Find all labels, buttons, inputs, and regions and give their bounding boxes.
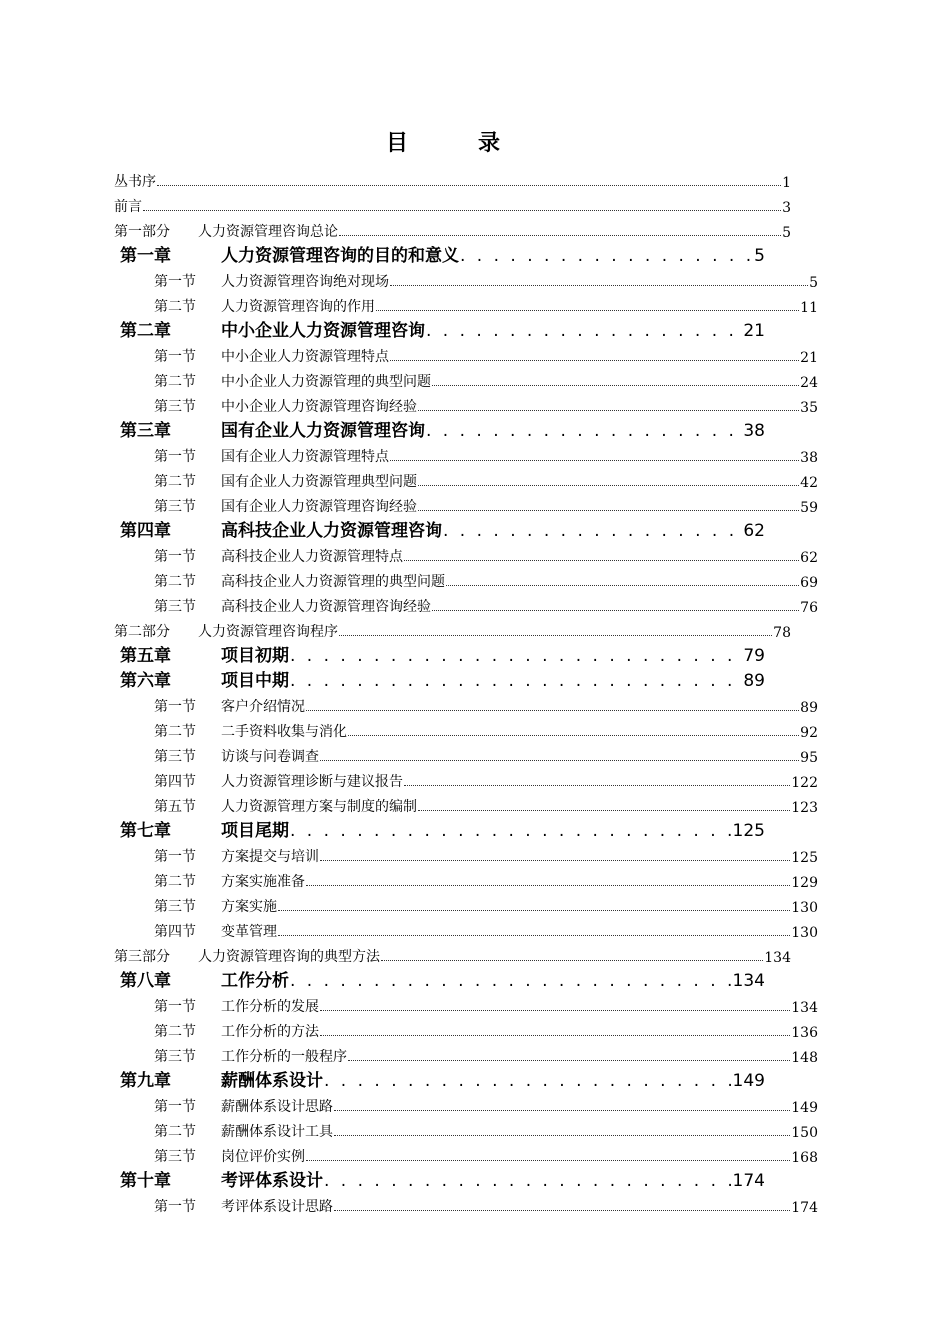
toc-entry-section[interactable] xyxy=(0,341,818,366)
dot-leader xyxy=(348,1060,790,1061)
dot-leader xyxy=(143,210,781,211)
toc-entry-section[interactable] xyxy=(0,791,818,816)
dot-leader xyxy=(339,235,781,236)
toc-entry-page: 62 xyxy=(800,550,818,566)
toc-entry-section[interactable] xyxy=(0,1016,818,1041)
toc-entry-title: 考评体系设计思路 xyxy=(221,1199,333,1215)
toc-entry-section[interactable] xyxy=(0,1091,818,1116)
toc-entry-chapter[interactable] xyxy=(0,316,765,341)
toc-entry-number: 第二节 xyxy=(154,1024,196,1040)
toc-entry-chapter[interactable] xyxy=(0,1166,765,1191)
toc-entry-number: 第三节 xyxy=(154,599,196,615)
toc-entry-page: 95 xyxy=(800,750,818,766)
dot-leader xyxy=(390,285,808,286)
dot-leader xyxy=(278,935,790,936)
toc-entry-title: 方案提交与培训 xyxy=(221,849,319,865)
toc-entry-number: 第二部分 xyxy=(114,624,170,640)
toc-entry-title: 国有企业人力资源管理典型问题 xyxy=(221,474,417,490)
toc-entry-number: 第三节 xyxy=(154,499,196,515)
toc-entry-number: 第八章 xyxy=(120,971,171,991)
toc-entry-number: 第二节 xyxy=(154,474,196,490)
toc-entry-top[interactable] xyxy=(0,616,791,641)
toc-entry-number: 第三部分 xyxy=(114,949,170,965)
toc-entry-section[interactable] xyxy=(0,1141,818,1166)
dot-leader xyxy=(381,960,763,961)
toc-entry-page: 92 xyxy=(800,725,818,741)
toc-entry-title: 中小企业人力资源管理咨询 xyxy=(221,321,425,341)
toc-entry-title: 薪酬体系设计 xyxy=(221,1071,323,1091)
toc-entry-page: 149 xyxy=(732,1071,765,1091)
toc-entry-page: 174 xyxy=(791,1200,818,1216)
dot-leader xyxy=(320,1035,790,1036)
toc-entry-number: 第二节 xyxy=(154,724,196,740)
toc-entry-number: 第四章 xyxy=(120,521,171,541)
dot-leader xyxy=(426,421,742,441)
toc-entry-page: 38 xyxy=(743,421,765,441)
dot-leader xyxy=(376,310,799,311)
toc-entry-title: 薪酬体系设计工具 xyxy=(221,1124,333,1140)
toc-entry-title: 前言 xyxy=(114,199,142,215)
dot-leader xyxy=(290,671,742,691)
toc-entry-number: 第一部分 xyxy=(114,224,170,240)
dot-leader xyxy=(290,646,742,666)
toc-entry-number: 第一节 xyxy=(154,849,196,865)
toc-entry-page: 149 xyxy=(791,1100,818,1116)
toc-entry-page: 123 xyxy=(791,800,818,816)
toc-entry-number: 第四节 xyxy=(154,924,196,940)
toc-entry-page: 78 xyxy=(773,625,791,641)
toc-entry-title: 中小企业人力资源管理的典型问题 xyxy=(221,374,431,390)
toc-entry-section[interactable] xyxy=(0,291,818,316)
toc-entry-title: 国有企业人力资源管理咨询 xyxy=(221,421,425,441)
toc-entry-page: 24 xyxy=(800,375,818,391)
toc-entry-chapter[interactable] xyxy=(0,816,765,841)
toc-entry-page: 5 xyxy=(754,246,765,266)
toc-entry-number: 第二节 xyxy=(154,874,196,890)
toc-entry-title: 人力资源管理咨询的目的和意义 xyxy=(221,246,459,266)
toc-entry-page: 35 xyxy=(800,400,818,416)
toc-entry-page: 79 xyxy=(743,646,765,666)
toc-entry-page: 130 xyxy=(791,900,818,916)
toc-entry-section[interactable] xyxy=(0,566,818,591)
toc-entry-number: 第二章 xyxy=(120,321,171,341)
toc-entry-page: 125 xyxy=(732,821,765,841)
toc-entry-number: 第二节 xyxy=(154,299,196,315)
toc-entry-page: 89 xyxy=(800,700,818,716)
dot-leader xyxy=(334,1210,790,1211)
toc-entry-section[interactable] xyxy=(0,366,818,391)
toc-entry-page: 62 xyxy=(743,521,765,541)
toc-entry-number: 第三节 xyxy=(154,1149,196,1165)
toc-entry-title: 人力资源管理咨询的作用 xyxy=(221,299,375,315)
dot-leader xyxy=(306,885,790,886)
dot-leader xyxy=(339,635,772,636)
toc-entry-title: 项目初期 xyxy=(221,646,289,666)
toc-entry-top[interactable] xyxy=(0,941,791,966)
toc-entry-number: 第二节 xyxy=(154,1124,196,1140)
toc-entry-section[interactable] xyxy=(0,741,818,766)
dot-leader xyxy=(390,460,799,461)
toc-entry-page: 3 xyxy=(782,200,791,216)
dot-leader xyxy=(320,760,799,761)
toc-entry-number: 第一节 xyxy=(154,449,196,465)
toc-entry-number: 第五章 xyxy=(120,646,171,666)
toc-entry-title: 高科技企业人力资源管理咨询 xyxy=(221,521,442,541)
toc-entry-page: 122 xyxy=(791,775,818,791)
toc-entry-chapter[interactable] xyxy=(0,641,765,666)
toc-entry-number: 第三节 xyxy=(154,1049,196,1065)
toc-entry-title: 高科技企业人力资源管理特点 xyxy=(221,549,403,565)
toc-entry-title: 访谈与问卷调查 xyxy=(221,749,319,765)
toc-entry-page: 148 xyxy=(791,1050,818,1066)
toc-entry-title: 中小企业人力资源管理咨询经验 xyxy=(221,399,417,415)
toc-entry-number: 第三章 xyxy=(120,421,171,441)
toc-entry-top[interactable] xyxy=(0,216,791,241)
toc-entry-title: 工作分析的方法 xyxy=(221,1024,319,1040)
dot-leader xyxy=(320,860,790,861)
toc-entry-title: 人力资源管理咨询程序 xyxy=(198,624,338,640)
toc-entry-title: 人力资源管理咨询绝对现场 xyxy=(221,274,389,290)
toc-entry-chapter[interactable] xyxy=(0,1066,765,1091)
toc-entry-section[interactable] xyxy=(0,491,818,516)
toc-entry-page: 76 xyxy=(800,600,818,616)
dot-leader xyxy=(290,971,732,991)
toc-entry-title: 二手资料收集与消化 xyxy=(221,724,347,740)
toc-entry-section[interactable] xyxy=(0,691,818,716)
toc-entry-number: 第一节 xyxy=(154,699,196,715)
toc-entry-number: 第三节 xyxy=(154,749,196,765)
toc-entry-number: 第三节 xyxy=(154,399,196,415)
dot-leader xyxy=(157,185,781,186)
toc-entry-section[interactable] xyxy=(0,866,818,891)
toc-entry-page: 5 xyxy=(782,225,791,241)
toc-entry-section[interactable] xyxy=(0,466,818,491)
toc-entry-number: 第二节 xyxy=(154,574,196,590)
toc-entry-page: 168 xyxy=(791,1150,818,1166)
toc-entry-number: 第三节 xyxy=(154,899,196,915)
toc-entry-section[interactable] xyxy=(0,591,818,616)
dot-leader xyxy=(426,321,742,341)
toc-entry-page: 21 xyxy=(743,321,765,341)
toc-entry-title: 丛书序 xyxy=(114,174,156,190)
toc-entry-section[interactable] xyxy=(0,1116,818,1141)
toc-entry-section[interactable] xyxy=(0,1041,818,1066)
toc-entry-page: 130 xyxy=(791,925,818,941)
toc-entry-section[interactable] xyxy=(0,891,818,916)
toc-entry-page: 174 xyxy=(732,1171,765,1191)
toc-entry-title: 工作分析的发展 xyxy=(221,999,319,1015)
dot-leader xyxy=(443,521,742,541)
toc-entry-chapter[interactable] xyxy=(0,516,765,541)
toc-entry-page: 69 xyxy=(800,575,818,591)
toc-entry-number: 第六章 xyxy=(120,671,171,691)
dot-leader xyxy=(418,810,790,811)
toc-entry-number: 第十章 xyxy=(120,1171,171,1191)
toc-entry-title: 中小企业人力资源管理特点 xyxy=(221,349,389,365)
toc-entry-page: 5 xyxy=(809,275,818,291)
toc-entry-page: 59 xyxy=(800,500,818,516)
dot-leader xyxy=(446,585,799,586)
toc-entry-title: 人力资源管理咨询的典型方法 xyxy=(198,949,380,965)
dot-leader xyxy=(334,1135,790,1136)
toc-entry-title: 方案实施准备 xyxy=(221,874,305,890)
dot-leader xyxy=(404,560,799,561)
toc-title: 目 录 xyxy=(385,131,524,156)
dot-leader xyxy=(390,360,799,361)
toc-entry-top[interactable] xyxy=(0,191,791,216)
toc-entry-page: 1 xyxy=(782,175,791,191)
toc-entry-title: 考评体系设计 xyxy=(221,1171,323,1191)
toc-entry-section[interactable] xyxy=(0,541,818,566)
toc-entry-number: 第一节 xyxy=(154,349,196,365)
toc-entry-page: 21 xyxy=(800,350,818,366)
toc-entry-page: 125 xyxy=(791,850,818,866)
toc-entry-title: 项目尾期 xyxy=(221,821,289,841)
toc-entry-page: 134 xyxy=(791,1000,818,1016)
toc-entry-page: 129 xyxy=(791,875,818,891)
toc-entry-page: 150 xyxy=(791,1125,818,1141)
dot-leader xyxy=(418,510,799,511)
toc-entry-section[interactable] xyxy=(0,441,818,466)
toc-entry-page: 134 xyxy=(764,950,791,966)
toc-entry-chapter[interactable] xyxy=(0,666,765,691)
toc-entry-number: 第五节 xyxy=(154,799,196,815)
toc-entry-page: 134 xyxy=(732,971,765,991)
toc-entry-section[interactable] xyxy=(0,716,818,741)
toc-entry-title: 工作分析 xyxy=(221,971,289,991)
toc-entry-number: 第一节 xyxy=(154,999,196,1015)
toc-entry-section[interactable] xyxy=(0,1191,818,1216)
toc-entry-title: 人力资源管理咨询总论 xyxy=(198,224,338,240)
dot-leader xyxy=(290,821,732,841)
toc-entry-chapter[interactable] xyxy=(0,416,765,441)
toc-entry-section[interactable] xyxy=(0,991,818,1016)
toc-entry-title: 国有企业人力资源管理咨询经验 xyxy=(221,499,417,515)
toc-entry-section[interactable] xyxy=(0,266,818,291)
toc-entry-title: 人力资源管理方案与制度的编制 xyxy=(221,799,417,815)
toc-entry-chapter[interactable] xyxy=(0,241,765,266)
table-of-contents xyxy=(0,166,950,1216)
toc-entry-number: 第一节 xyxy=(154,1199,196,1215)
toc-entry-number: 第四节 xyxy=(154,774,196,790)
toc-entry-number: 第九章 xyxy=(120,1071,171,1091)
dot-leader xyxy=(334,1110,790,1111)
toc-entry-section[interactable] xyxy=(0,391,818,416)
toc-entry-top[interactable] xyxy=(0,166,791,191)
toc-entry-page: 42 xyxy=(800,475,818,491)
toc-entry-section[interactable] xyxy=(0,916,818,941)
toc-entry-number: 第一节 xyxy=(154,274,196,290)
toc-entry-title: 岗位评价实例 xyxy=(221,1149,305,1165)
dot-leader xyxy=(418,485,799,486)
dot-leader xyxy=(324,1071,732,1091)
toc-entry-number: 第一章 xyxy=(120,246,171,266)
toc-entry-title: 项目中期 xyxy=(221,671,289,691)
dot-leader xyxy=(348,735,799,736)
toc-entry-chapter[interactable] xyxy=(0,966,765,991)
toc-entry-section[interactable] xyxy=(0,841,818,866)
dot-leader xyxy=(278,910,790,911)
toc-entry-title: 人力资源管理诊断与建议报告 xyxy=(221,774,403,790)
dot-leader xyxy=(324,1171,732,1191)
dot-leader xyxy=(320,1010,790,1011)
toc-entry-number: 第一节 xyxy=(154,549,196,565)
toc-entry-title: 客户介绍情况 xyxy=(221,699,305,715)
dot-leader xyxy=(418,410,799,411)
toc-entry-number: 第二节 xyxy=(154,374,196,390)
toc-entry-title: 薪酬体系设计思路 xyxy=(221,1099,333,1115)
toc-entry-title: 工作分析的一般程序 xyxy=(221,1049,347,1065)
dot-leader xyxy=(432,385,799,386)
dot-leader xyxy=(404,785,790,786)
toc-entry-title: 变革管理 xyxy=(221,924,277,940)
toc-entry-title: 高科技企业人力资源管理咨询经验 xyxy=(221,599,431,615)
toc-entry-number: 第一节 xyxy=(154,1099,196,1115)
dot-leader xyxy=(306,1160,790,1161)
dot-leader xyxy=(460,246,753,266)
toc-entry-title: 方案实施 xyxy=(221,899,277,915)
toc-entry-title: 高科技企业人力资源管理的典型问题 xyxy=(221,574,445,590)
toc-entry-page: 136 xyxy=(791,1025,818,1041)
toc-entry-number: 第七章 xyxy=(120,821,171,841)
toc-entry-page: 11 xyxy=(800,300,818,316)
dot-leader xyxy=(432,610,799,611)
toc-entry-page: 38 xyxy=(800,450,818,466)
dot-leader xyxy=(306,710,799,711)
toc-entry-page: 89 xyxy=(743,671,765,691)
toc-entry-section[interactable] xyxy=(0,766,818,791)
toc-entry-title: 国有企业人力资源管理特点 xyxy=(221,449,389,465)
